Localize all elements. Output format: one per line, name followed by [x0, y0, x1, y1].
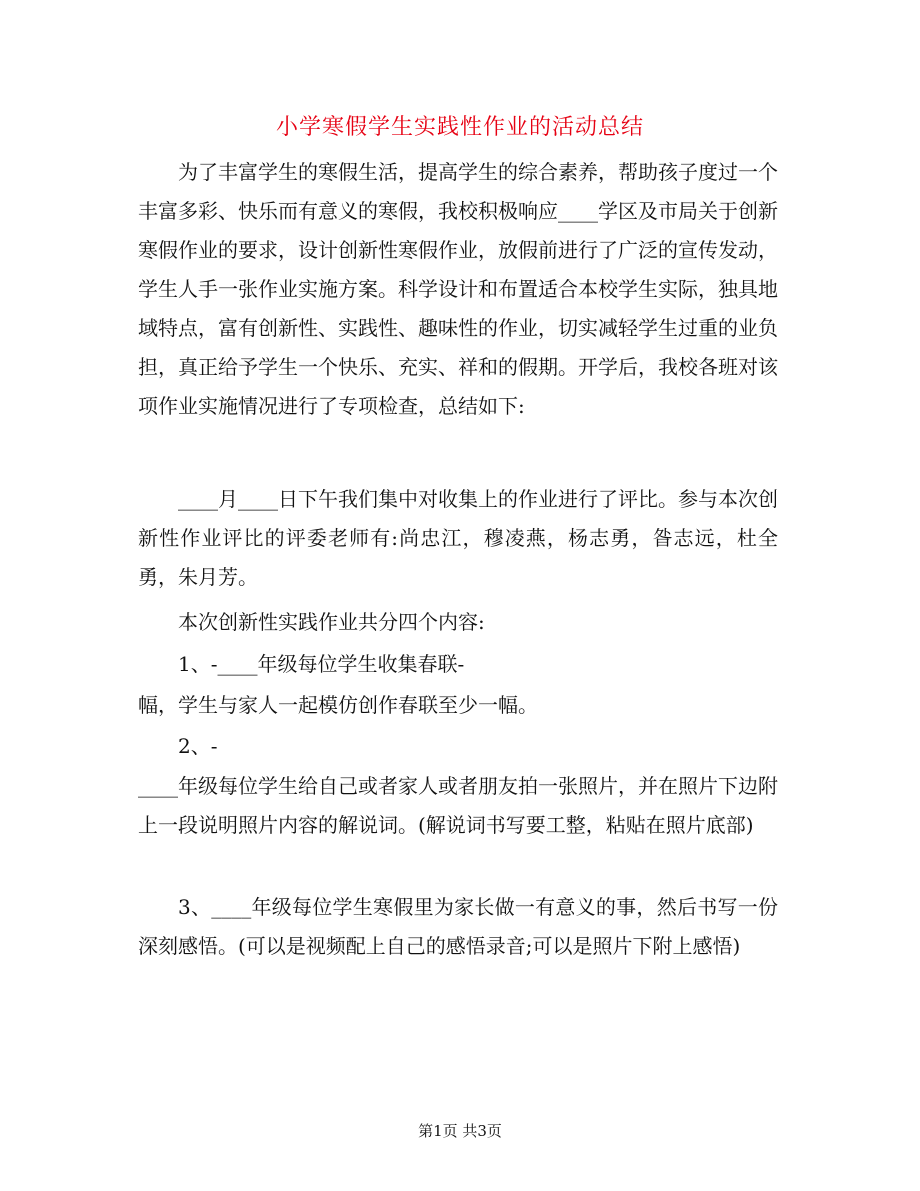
list-item-2-heading: 2、-: [178, 734, 218, 758]
paragraph-intro: 为了丰富学生的寒假生活，提高学生的综合素养，帮助孩子度过一个丰富多彩、快乐而有意义的寒假，我校积极响应____学区及市局关于创新寒假作业的要求，设计创新性寒假作业，放假前进行了广泛的宣传发动，学生人手一张作业实施方案。科学设计和布置适合本校学生实际，独具地域特点，富有创新性、实践性、趣味性的作业，切实减轻学生过重的业负担，真正给予学生一个快乐、充实、祥和的假期。开学后，我校各班对该项作业实施情况进行了专项检查，总结如下:: [138, 160, 778, 418]
list-item-3: 3、____年级每位学生寒假里为家长做一有意义的事，然后书写一份深刻感悟。(可以是视频配上自己的感悟录音;可以是照片下附上感悟): [138, 895, 778, 958]
page-number-footer: 第1页 共3页: [418, 1122, 502, 1140]
paragraph-content-heading: 本次创新性实践作业共分四个内容:: [178, 610, 485, 634]
paragraph-evaluation: ____月____日下午我们集中对收集上的作业进行了评比。参与本次创新性作业评比的评委老师有:尚忠江，穆凌燕，杨志勇，昝志远，杜全勇，朱月芳。: [138, 487, 778, 589]
list-item-1-heading: 1、-____年级每位学生收集春联-: [178, 652, 465, 676]
document-title: 小学寒假学生实践性作业的活动总结: [275, 115, 644, 140]
list-item-2-body: ____年级每位学生给自己或者家人或者朋友拍一张照片，并在照片下边附上一段说明照片内容的解说词。(解说词书写要工整，粘贴在照片底部): [138, 774, 778, 837]
list-item-1-body: 幅，学生与家人一起模仿创作春联至少一幅。: [138, 693, 538, 717]
